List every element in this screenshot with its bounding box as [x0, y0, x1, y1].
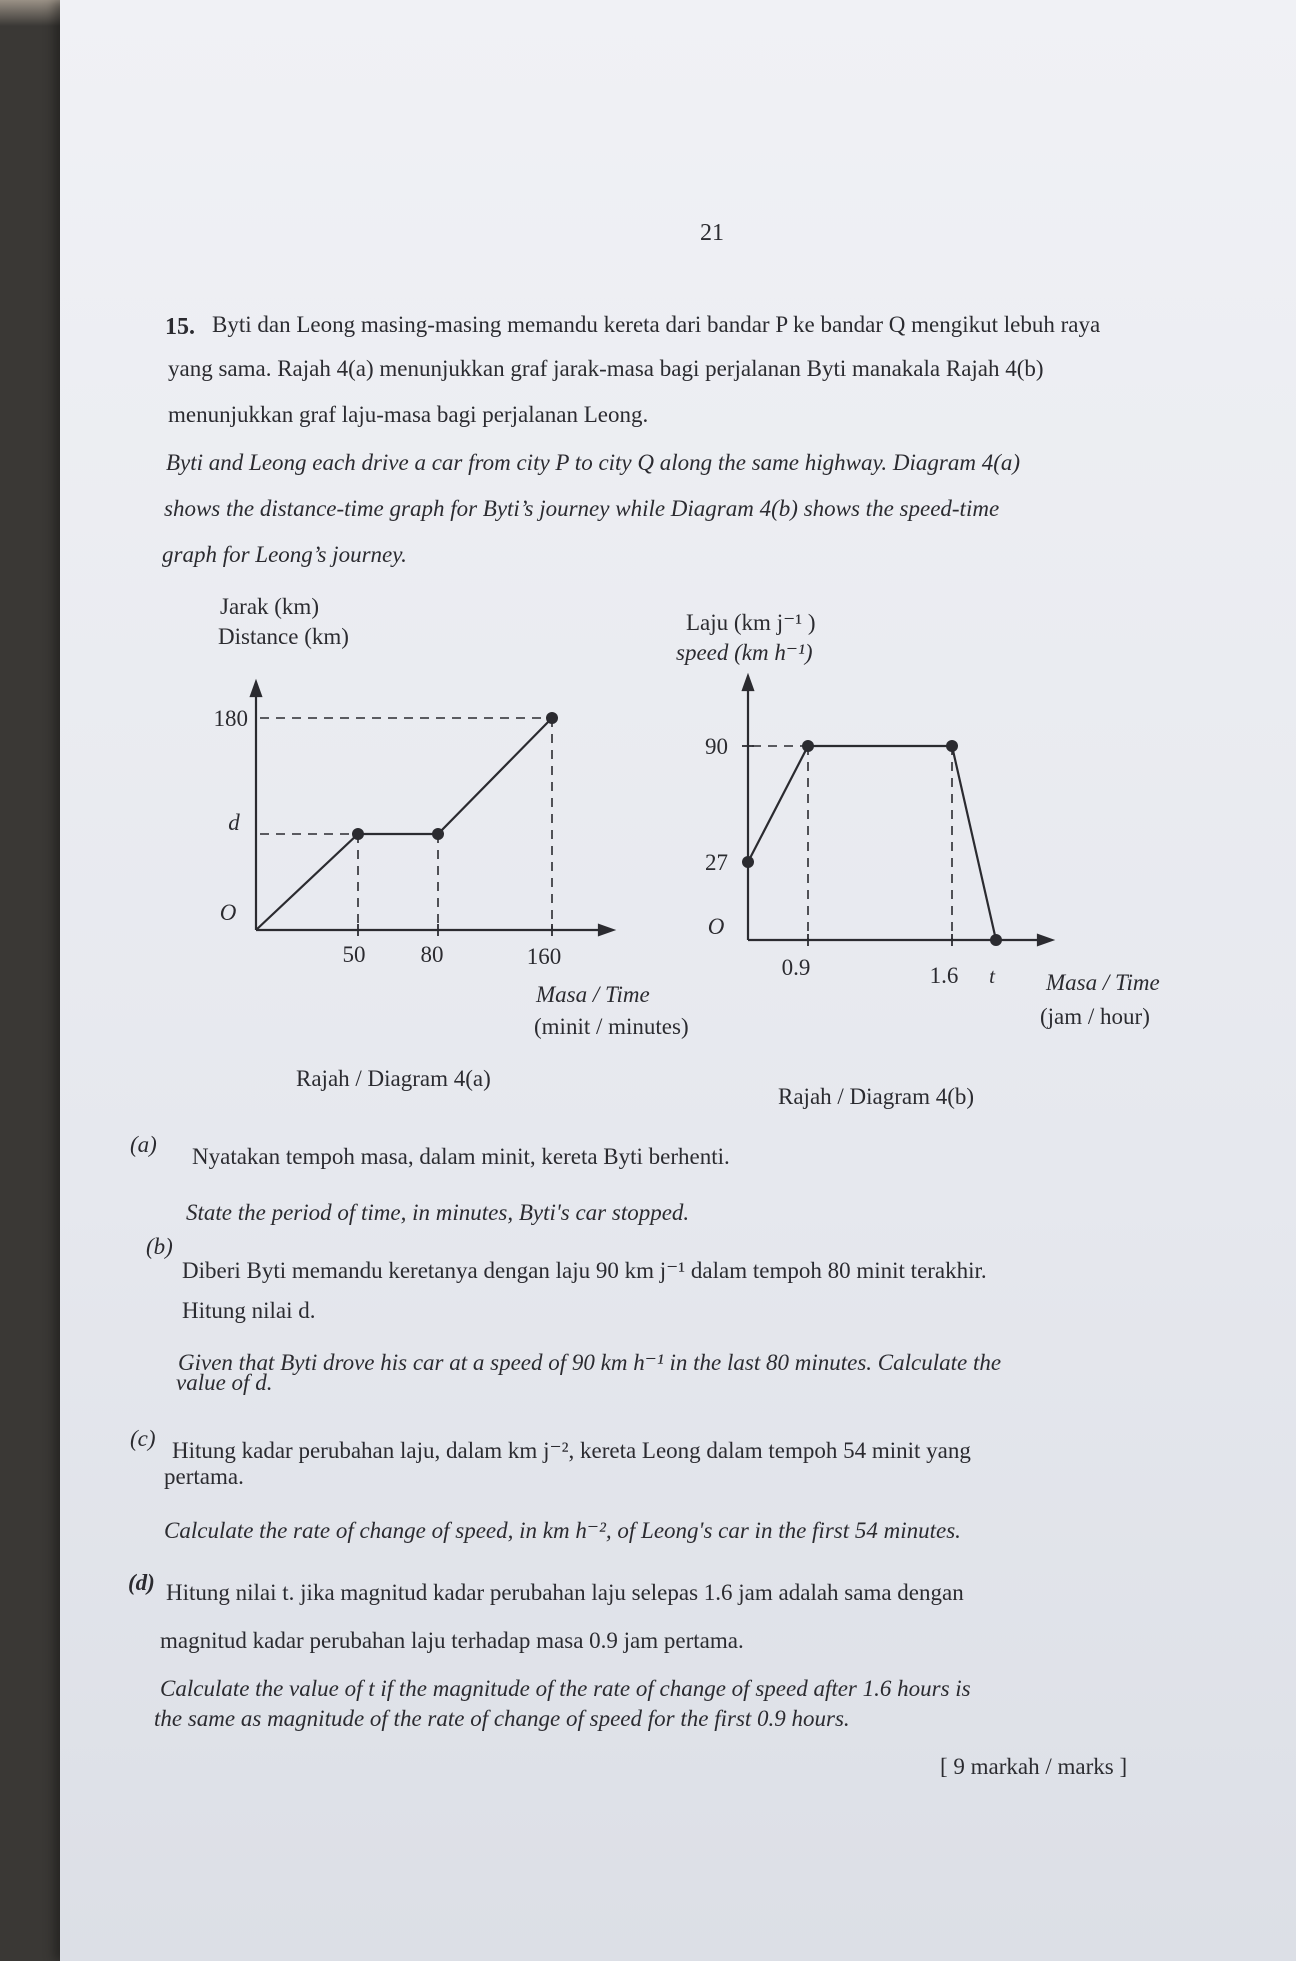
- diagram-a-caption: Rajah / Diagram 4(a): [296, 1066, 491, 1091]
- diagram-b-xtick-1.6: 1.6: [929, 963, 959, 988]
- diagram-b-xtick-t: t: [989, 964, 995, 988]
- part-b-en-line-2: value of d.: [176, 1370, 273, 1395]
- part-a-en: State the period of time, in minutes, Byti's car stopped.: [186, 1200, 690, 1225]
- part-d-ms-line-1: Hitung nilai t. jika magnitud kadar perubahan laju selepas 1.6 jam adalah sama dengan: [166, 1580, 964, 1605]
- intro-ms-line-1: Byti dan Leong masing-masing memandu kereta dari bandar P ke bandar Q mengikut lebuh raya: [212, 312, 1101, 337]
- diagram-a-journey-line: [256, 718, 552, 930]
- part-b-en-line-1: Given that Byti drove his car at a speed of 90 km h⁻¹ in the last 80 minutes. Calculate the: [178, 1350, 1002, 1375]
- diagram-a-point-50: [352, 828, 364, 840]
- diagram-b-point-1.6: [946, 740, 958, 752]
- part-a-label: (a): [130, 1132, 157, 1157]
- part-d-ms-line-2: magnitud kadar perubahan laju terhadap masa 0.9 jam pertama.: [160, 1628, 744, 1653]
- diagram-b-ylabel-ms: Laju (km j⁻¹ ): [686, 610, 816, 635]
- question-number: 15.: [165, 314, 195, 340]
- diagram-a-point-80: [432, 828, 444, 840]
- part-c-en: Calculate the rate of change of speed, in km h⁻², of Leong's car in the first 54 minutes.: [164, 1518, 961, 1543]
- diagram-a-ytick-d: d: [228, 810, 240, 835]
- diagram-b-point-0.9: [802, 740, 814, 752]
- diagram-a-x-arrow: [599, 925, 613, 935]
- diagram-b-ytick-27: 27: [705, 850, 728, 875]
- page-number: 21: [700, 220, 724, 246]
- part-d-label: (d): [128, 1570, 155, 1595]
- diagram-b-origin: O: [707, 914, 725, 939]
- diagram-b-ylabel-en: speed (km h⁻¹): [676, 640, 813, 665]
- part-b-ms-line-2: Hitung nilai d.: [182, 1298, 316, 1323]
- diagram-b-ytick-90: 90: [705, 734, 728, 759]
- intro-ms-line-2: yang sama. Rajah 4(a) menunjukkan graf jarak-masa bagi perjalanan Byti manakala Rajah 4(b): [168, 356, 1044, 381]
- diagram-a-graph: [200, 650, 660, 970]
- diagram-a-ylabel-en: Distance (km): [218, 624, 349, 649]
- part-c-ms-line-1: Hitung kadar perubahan laju, dalam km j⁻², kereta Leong dalam tempoh 54 minit yang: [172, 1438, 971, 1463]
- part-b-ms-line-1: Diberi Byti memandu keretanya dengan laju 90 km j⁻¹ dalam tempoh 80 minit terakhir.: [182, 1258, 987, 1283]
- part-d-en-line-2: the same as magnitude of the rate of change of speed for the first 0.9 hours.: [154, 1706, 850, 1731]
- diagram-a-ylabel-ms: Jarak (km): [220, 594, 319, 619]
- diagram-b-point-t: [990, 934, 1002, 946]
- diagram-b-xlabel-ms: Masa / Time: [1046, 970, 1160, 995]
- diagram-b-speed-line: [748, 746, 996, 940]
- part-d-en-line-1: Calculate the value of t if the magnitude of the rate of change of speed after 1.6 hours is: [160, 1676, 971, 1701]
- diagram-a-xtick-160: 160: [526, 944, 562, 969]
- diagram-a-xlabel-en: (minit / minutes): [534, 1014, 689, 1039]
- diagram-b-xlabel-en: (jam / hour): [1040, 1004, 1150, 1029]
- intro-en-line-2: shows the distance-time graph for Byti’s journey while Diagram 4(b) shows the speed-time: [164, 496, 1000, 521]
- intro-en-line-1: Byti and Leong each drive a car from city P to city Q along the same highway. Diagram 4(a): [166, 450, 1021, 475]
- diagram-b-xtick-0.9: 0.9: [781, 955, 811, 980]
- intro-ms-line-3: menunjukkan graf laju-masa bagi perjalanan Leong.: [168, 402, 649, 427]
- diagram-a-y-arrow: [251, 682, 261, 696]
- diagram-a-origin: O: [219, 900, 237, 925]
- diagram-a-point-160: [546, 712, 558, 724]
- diagram-a-ytick-180: 180: [213, 706, 248, 731]
- part-b-label: (b): [146, 1234, 173, 1259]
- part-c-ms-line-2: pertama.: [164, 1464, 244, 1489]
- part-a-ms: Nyatakan tempoh masa, dalam minit, kereta Byti berhenti.: [192, 1144, 730, 1169]
- intro-en-line-3: graph for Leong’s journey.: [162, 542, 407, 567]
- marks-label: [ 9 markah / marks ]: [940, 1754, 1128, 1779]
- diagram-a-xtick-50: 50: [342, 942, 366, 967]
- part-c-label: (c): [130, 1426, 156, 1451]
- diagram-b-graph: [690, 664, 1070, 994]
- diagram-b-caption: Rajah / Diagram 4(b): [778, 1084, 975, 1109]
- diagram-b-y-arrow: [743, 676, 753, 690]
- diagram-b-x-arrow: [1038, 935, 1052, 945]
- diagram-b-point-start: [742, 856, 754, 868]
- diagram-a-xtick-80: 80: [420, 942, 444, 967]
- diagram-a-xlabel-ms: Masa / Time: [536, 982, 650, 1007]
